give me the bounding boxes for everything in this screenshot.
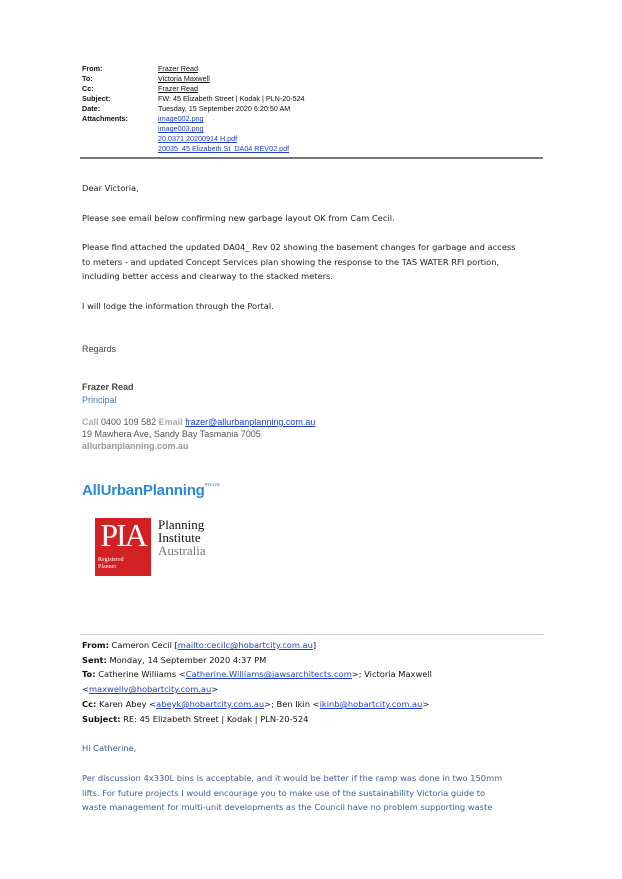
cc-label: Cc: [82,84,94,93]
fwd-to-label: To: [82,669,96,680]
signature-website: allurbanplanning.com.au [82,441,189,451]
fwd-from-name: Cameron Cecil [ [111,640,178,650]
body-line: including better access and clearway to the stacked meters. [82,271,334,282]
attachment-link[interactable]: 20035_45 Elizabeth St_DA04 REV02.pdf [158,144,290,153]
fwd-to-link[interactable]: Catherine.Williams@jawsarchitects.com [185,669,352,680]
forward-divider [80,634,543,635]
fwd-to-link-2[interactable]: maxwellv@hobartcity.com.au [88,684,212,695]
regards-text: Regards [82,344,117,354]
fwd-from-label: From: [82,640,109,650]
reply-line: lifts. For future projects I would encourage you to make use of the sustainability Victoria guide to [82,787,486,798]
pia-text-line: Institute [158,530,201,545]
attachment-link[interactable]: image002.png [158,114,204,123]
date-label: Date: [82,104,100,113]
fwd-to-open: < [82,684,89,695]
fwd-cc-row [82,697,432,712]
pia-logo-letters: PIA [100,517,146,553]
pia-registered-text [98,557,124,571]
fwd-sent-value: Monday, 14 September 2020 4:37 PM [109,654,267,665]
pia-text-line: Australia [158,543,206,558]
phone-number: 0400 109 582 [101,417,157,427]
reply-paragraph [82,771,502,815]
cc-link[interactable]: Frazer Read [158,84,198,93]
attachment-link[interactable]: image003.png [158,124,204,133]
subject-label: Subject: [82,94,111,103]
fwd-cc-close: > [422,698,430,709]
reply-line: waste management for multi-unit developments as the Council have no problem supporting waste [82,802,493,813]
body-paragraph-1: Please see email below confirming new garbage layout OK from Cam Cecil. [82,213,395,223]
pia-text-line: Planning [158,517,205,532]
forwarded-header [82,638,432,726]
pia-reg-line: Registered [98,557,124,563]
email-link[interactable]: frazer@allurbanplanning.com.au [185,417,316,427]
from-label: From: [82,64,103,73]
fwd-cc-mid: >; Ben Ikin < [264,698,320,709]
fwd-from-end: ] [312,640,317,650]
signature-address: 19 Mawhera Ave, Sandy Bay Tasmania 7005 [82,429,261,439]
signature-role: Principal [82,395,117,405]
fwd-subject-value: RE: 45 Elizabeth Street | Kodak | PLN-20-524 [123,713,309,724]
to-link[interactable]: Victoria Maxwell [158,74,210,83]
email-header [82,64,305,154]
signature-name: Frazer Read [82,382,134,392]
pia-institute-text [158,518,206,557]
to-label: To: [82,74,93,83]
attachment-link[interactable]: 20.0371 20200914 H.pdf [158,134,238,143]
reply-greeting: Hi Catherine, [82,743,137,753]
fwd-subject-row [82,712,432,727]
fwd-to-close: > [211,684,219,695]
greeting: Dear Victoria, [82,183,139,193]
fwd-to-name: Catherine Williams < [98,669,186,680]
fwd-subject-label: Subject: [82,713,121,724]
fwd-to-row-2 [82,682,432,697]
header-divider [80,157,543,159]
fwd-cc-link-2[interactable]: ikinb@hobartcity.com.au [319,698,423,709]
subject-value: FW: 45 Elizabeth Street | Kodak | PLN-20-524 [158,94,305,103]
reply-line: Per discussion 4x330L bins is acceptable, and it would be better if the ramp was done in two 150mm [82,773,503,783]
call-label: Call [82,417,99,427]
fwd-sent-label: Sent: [82,654,107,665]
fwd-cc-name: Karen Abey < [98,698,157,709]
date-value: Tuesday, 15 September 2020 6:20:50 AM [158,104,291,113]
signature-contact [82,416,315,428]
fwd-to-row [82,667,432,682]
body-line: to meters - and updated Concept Services plan showing the response to the TAS WATER RFI portion, [82,256,500,267]
body-paragraph-2 [82,240,516,284]
body-paragraph-3: I will lodge the information through the Portal. [82,301,274,311]
fwd-to-mid: >; Victoria Maxwell [351,669,432,680]
attachments-list [158,114,289,154]
attachments-label: Attachments: [82,114,128,123]
fwd-from-row [82,638,432,653]
fwd-from-link[interactable]: mailto:cecilc@hobartcity.com.au [177,640,313,650]
body-line: Please find attached the updated DA04_ Rev 02 showing the basement changes for garbage and access [82,242,516,252]
fwd-sent-row [82,653,432,668]
from-link[interactable]: Frazer Read [158,64,198,73]
allurbanplanning-logo [82,482,220,499]
logo-text: AllUrbanPlanning [82,482,205,499]
email-label: Email [158,417,183,427]
pia-reg-line: Planner [98,564,117,570]
fwd-cc-link[interactable]: abeyk@hobartcity.com.au [156,698,265,709]
logo-suffix: PTY LTD [204,482,220,487]
fwd-cc-label: Cc: [82,698,97,709]
